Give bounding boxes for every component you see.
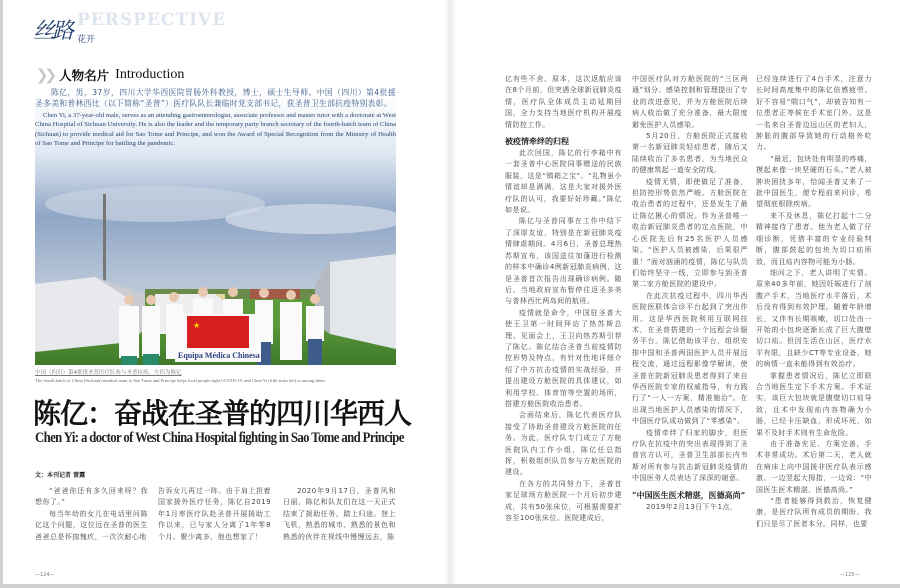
article-title-cn: 陈亿：奋战在圣普的四川华西人 <box>33 397 412 430</box>
paragraph: 告诉女儿再过一阵。由于肩上担着国家援外医疗任务，陈亿自2019年1月率医疗队赴圣普开展援助工作以来，已与家人分离了1年零8个月。聚少离多，他也想家了！ <box>158 487 271 541</box>
paragraph: 在此次抗疫过程中，四川华西医院医联体会诊平台起到了突出作用。这是华西医院利用互联网技术，在圣普搭建的一个远程会诊服务平台。陈亿借助该平台，组织安排中国和圣普两国医护人员开展远程交流，通过远程影像学解读，使圣普在院新冠肺炎患者得到了来自华西医院专家的权威指导，有力践行了“一人一方案，精准施治”。在出现当地医护人员感染的情况下，中国医疗队成功做到了“零感染”。 <box>632 291 748 426</box>
paragraph: 由于准备充足、方案完善，手术非常成功。术后第二天，老人就在病床上向中国援非医疗队表示感激。一边竖起大拇指，一边说：“中国医生医术精湛，医德高尚。” <box>756 440 872 494</box>
article-column-1 <box>35 486 148 543</box>
left-page <box>0 0 444 584</box>
page-number-left: —124— <box>35 572 55 578</box>
section-heading: 被疫情牵绊的归程 <box>505 136 569 147</box>
paragraph: 此次回国，陈亿的行李箱中有一套圣普中心医院同事赠送的民族服装，这是“镇箱之宝”。“礼物虽小情谊却是满满，这是大家对援外医疗队的认可，我要好好珍藏。”陈亿如是说。 <box>505 149 622 215</box>
bottom-border <box>0 584 900 588</box>
paragraph: 会面结束后，陈亿代表医疗队接受了协助圣普建设方舱医院的任务。为此，医疗队专门成立了方舱医院队内工作小组，陈亿任总指挥，积极组织队员参与方舱医院的建设。 <box>505 411 622 477</box>
article-column-6 <box>756 74 872 530</box>
paragraph: 来不及休息，陈亿打起十二分精神接待了患者。他为老人做了仔细诊断，凭借丰富的专业经验判断，腹部鼓起的包块为切口疝所致，而且疝内容物可能为小肠。 <box>756 211 872 266</box>
intro-heading-en: Introduction <box>115 67 185 82</box>
paragraph: “爸爸你还有多久回来呀？我想你了。” <box>35 487 148 507</box>
flag-text: Equipa Médica Chinesa <box>178 351 260 360</box>
article-column-5 <box>632 74 748 513</box>
intro-text <box>35 87 396 148</box>
paragraph: 亿有些不舍。原本，这次返航应该在8个月前，但突遇全球新冠肺炎疫情，医疗队全体成员主动延期回国，全力支持当地医疗机构开展疫情防控工作。 <box>505 75 622 129</box>
logo-subtext: 花开 <box>77 35 96 45</box>
paragraph: 已经连续进行了4台手术，注意力长时间高度集中的陈亿倍感疲劳。好不容易“喘口气”，却被告知有一位患者正等候在手术室门外。这是一名来自圣普边远山区的老妇人，肿胀的腹部导致她的行动格外吃力。 <box>756 75 872 152</box>
paragraph: “患者能够得到救治，恢复健康，是医疗队所有成员的期盼，我们只是尽了医者本分。同样，也要 <box>756 497 872 528</box>
article-column-2 <box>158 486 271 543</box>
byline: 文：本刊记者 雷露 <box>35 472 86 479</box>
double-chevron-icon: ❯❯ <box>36 66 54 84</box>
intro-text-cn: 陈亿，男，37岁，四川大学华西医院胃肠外科教授，博士，硕士生导师。中国（四川）第4批援圣多美和普林西比（以下简称“圣普”）医疗队队长兼临时党支部书记，获圣普卫生部抗疫特别表彰。 <box>35 88 396 108</box>
paragraph: 在各方的共同努力下，圣普首家足球场方舱医院一个月后初步建成，共有50张床位，可根据需要扩容至100张床位。医院建成后， <box>505 479 622 523</box>
intro-heading-cn: 人物名片 <box>59 68 110 83</box>
right-page <box>456 0 900 584</box>
section-heading: “中国医生医术精湛，医德高尚” <box>632 489 746 500</box>
paragraph: 疫情就是命令，中国驻圣普大使王卫第一时间拜访了热苏斯总理。见面会上，王卫向热苏斯引荐了陈亿。陈亿结合圣普当前疫情防控形势及特点，有针对性地详细介绍了中方抗击疫情的实战经验，并提出建设方舱医院的具体建议，如利用学校、体育馆等空置的场所，搭建方舱医院收治患者。 <box>505 308 622 408</box>
logo-text: 丝路 <box>33 19 72 44</box>
article-column-3 <box>283 486 396 543</box>
paragraph: 2019年2月13日下午1点， <box>646 502 738 511</box>
paragraph: 5月20日，方舱医院正式接收第一名新冠肺炎轻症患者，随后又陆续收治了多名患者，为当地民众的健康筑起一道安全防线。 <box>632 132 748 175</box>
page-number-right: —125— <box>840 572 860 578</box>
paragraph: 掌握患者情况后，陈亿立即联合当地医生定下手术方案。手术证实，该巨大包块就是腹壁切口疝导致，且术中发现疝内容物确为小肠，已经卡压缺血，形成坏死，如果不及时手术则有生命危险。 <box>756 371 872 437</box>
paragraph: 疫情牵绊了归家的脚步，但医疗队在抗疫中的突出表现得到了圣普官方认可，圣普卫生部部长内韦斯对所有参与抗击新冠肺炎疫情的中国医务人员表达了深深的谢意。 <box>632 428 748 483</box>
svg-text:★: ★ <box>193 321 201 330</box>
paragraph: 疫情无情，即使做足了准备，但防控形势依然严峻。方舱医院在收治患者的过程中，还是发生了最让陈亿揪心的情况。作为圣普唯一收治新冠肺炎患者的定点医院，中心医院先后有25名医护人员感染。“医护人员被感染，后果很严重！”面对汹涌的疫情，陈亿与队员们始终坚守一线，立即参与到圣普第二家方舱医院的建设中。 <box>632 177 748 289</box>
intro-text-en: Chen Yi, a 37-year-old male, serves as an attending gastroenterologist, associate professor and master tutor with a doctorate at West China Hospital of Sichuan University. He is also the leader and the temporary party branch secretary of the fourth-batch team of China (Sichuan) to provide medical aid for Sao Tome and Principe, and won the Award of Special Recognition from the Ministry of Health of Sao Tome and Principe for battling the pandemic. <box>35 112 396 147</box>
paragraph: 中国医疗队对方舱医院的“三区两通”划分、感染控制和管理提出了专业的改进意见，并为方舱医院后续病人收治做了充分准备，最大限度避免医护人员感染。 <box>632 75 748 129</box>
paragraph: “最近，包块处有明显的疼痛，摸起来像一块坚硬的石头。”老人被肿块困扰多年，恰闻圣普又来了一批中国医生，便专程前来问诊，希望彻底根除疾病。 <box>756 154 872 209</box>
paragraph: 2020年9月17日，圣普风和日丽，陈亿和队友们在这一天正式结束了援助任务，踏上归途。登上飞机，熟悉的城市、熟悉的景色和熟悉的伙伴在视线中慢慢远去，陈 <box>283 487 396 541</box>
article-title-en: Chen Yi: a doctor of West China Hospital fighting in Sao Tome and Principe <box>35 430 404 446</box>
watermark: PERSPECTIVE <box>77 10 227 30</box>
section-logo <box>33 10 233 46</box>
paragraph: 陈亿与圣普同事在工作中结下了深厚友谊，特别是在新冠肺炎疫情肆虐期间。4月6日，圣普总理热苏斯宣布，该国送往加蓬进行检测的样本中确诊4例新冠肺炎病例，这是圣普首次报告出现确诊病例。随后，当地政府宣布暂停往返圣多美与普林西比两岛间的航班。 <box>505 217 622 306</box>
paragraph: 细问之下，老人讲明了实情。原来40多年前，她因妊娠进行了剖腹产手术，当地医疗水平落后，术后没有得到有效护理。随着年龄增长，又伴有长期咳嗽，切口处由一开始的小包块逐渐长成了巨大腹壁切口疝。但因生活在山区，医疗水平有限，且缺少CT等专业设备，她的病情一直未能得到有效治疗。 <box>756 268 872 369</box>
photo-caption-en: The fourth batch of China (Sichuan) medical team to Sao Tome and Principe helps local people fight COVID-19, and Chen Yi (fifth from left) is among them <box>35 378 325 383</box>
intro-heading <box>36 66 184 84</box>
paragraph: 每当年幼的女儿在电话里问陈亿这个问题，这位远在圣普的医生爸爸总是怀揣愧疚，一次次耐心地 <box>35 509 148 541</box>
page-spine <box>444 0 456 584</box>
photo-caption-cn: 中国（四川）第4批援圣普医疗队参与圣普抗疫，左四为陈亿 <box>35 370 182 376</box>
article-column-4 <box>505 74 622 524</box>
